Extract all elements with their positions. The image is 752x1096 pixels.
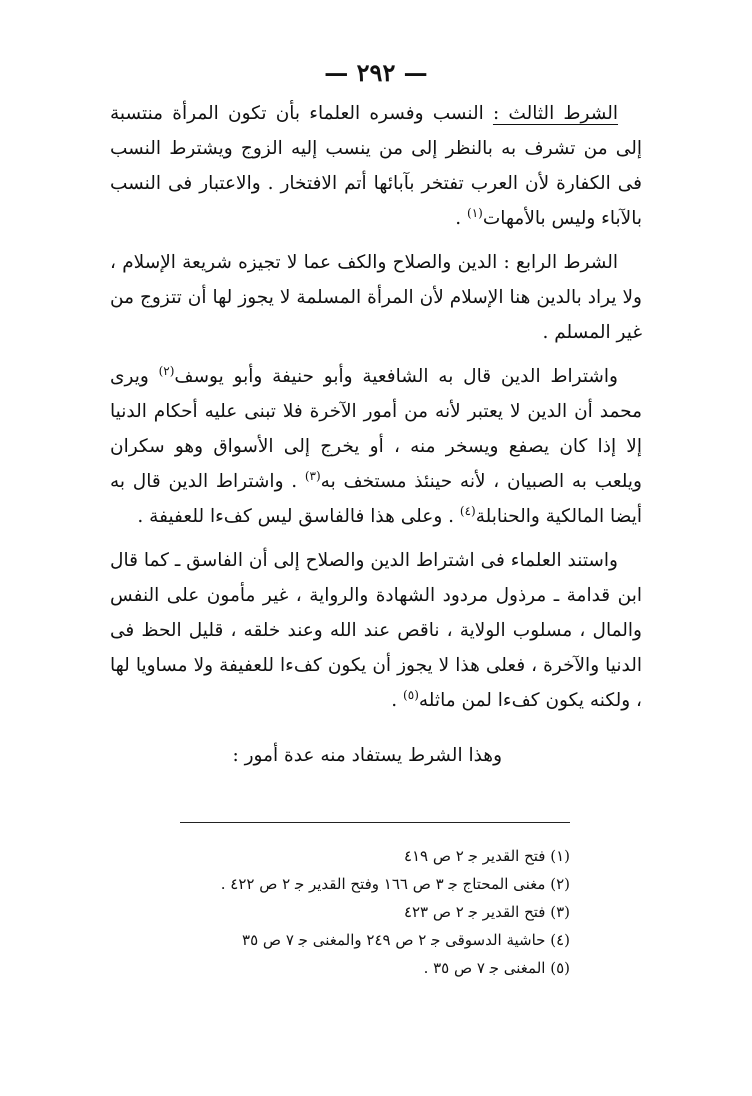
footnote-ref: (٤): [459, 503, 476, 518]
paragraph-text: واشتراط الدين قال به الشافعية وأبو حنيفة وأبو يوسف: [174, 366, 618, 387]
footnote-2: (٢) مغنى المحتاج ﺟ ٣ ص ١٦٦ وفتح القدير ﺟ ٢ ص ٤٢٢ .: [220, 875, 570, 893]
footnote-3: (٣) فتح القدير ﺟ ٢ ص ٤٢٣: [403, 903, 570, 921]
paragraph-text: النسب وفسره العلماء بأن تكون المرأة منتسبة إلى من تشرف به بالنظر إلى من ينسب إليه الزوج ويشترط النسب فى الكفارة لأن العرب تفتخر بآبائها أتم الافتخار . والاعتبار فى النسب بالآباء وليس بالأمهات: [110, 103, 642, 229]
footnote-4: (٤) حاشية الدسوقى ﺟ ٢ ص ٢٤٩ والمغنى ﺟ ٧ ص ٣٥: [242, 931, 570, 949]
footnote-ref: (٣): [304, 468, 321, 483]
condition-heading: الشرط الثالث :: [492, 103, 619, 124]
paragraph-third-condition: [110, 96, 642, 236]
paragraph-text: ويرى محمد أن الدين لا يعتبر لأنه من أمور الآخرة فلا تبنى عليه أحكام الدنيا إلا إذا كان يصفع ويسخر منه ، أو يخرج إلى الأسواق وهو سكران ويلعب به الصبيان ، لأنه حينئذ مستخف به: [110, 366, 642, 492]
paragraph-text: . واشتراط الدين قال به أيضا المالكية والحنابلة: [110, 471, 642, 527]
paragraph-text: الشرط الرابع : الدين والصلاح والكف عما لا تجيزه شريعة الإسلام ، ولا يراد بالدين هنا الإسلام لأن المرأة المسلمة لا يجوز لها أن تتزوج من غير المسلم .: [110, 252, 642, 343]
paragraph-closing: [110, 738, 642, 773]
main-text: [110, 96, 642, 773]
paragraph-text: واستند العلماء فى اشتراط الدين والصلاح إلى أن الفاسق ـ كما قال ابن قدامة ـ مرذول مردود الشهادة والرواية ، غير مأمون على النفس والمال ، مسلوب الولاية ، ناقص عند الله وعند خلقه ، قليل الحظ فى الدنيا والآخرة ، فعلى هذا لا يجوز أن يكون كفءا للعفيفة ولا مساويا لها ، ولكنه يكون كفءا لمن ماثله: [110, 550, 642, 711]
paragraph-text: .: [455, 208, 468, 229]
footnote-divider: [180, 822, 570, 823]
page-number: — ٢٩٢ —: [324, 58, 428, 87]
footnote-5: (٥) المغنى ﺟ ٧ ص ٣٥ .: [423, 959, 570, 977]
paragraph-fourth-condition: [110, 245, 642, 350]
paragraph-scholars-evidence: [110, 543, 642, 718]
paragraph-text: وهذا الشرط يستفاد منه عدة أمور :: [232, 745, 502, 766]
footnote-ref: (١): [467, 205, 483, 220]
footnote-1: (١) فتح القدير ﺟ ٢ ص ٤١٩: [403, 847, 570, 865]
paragraph-text: .: [391, 690, 404, 711]
footnote-ref: (٥): [403, 687, 419, 702]
footnote-ref: (٢): [158, 363, 175, 378]
footnotes: [170, 842, 570, 982]
paragraph-text: . وعلى هذا فالفاسق ليس كفءا للعفيفة .: [137, 506, 460, 527]
paragraph-religion-requirement: [110, 359, 642, 534]
